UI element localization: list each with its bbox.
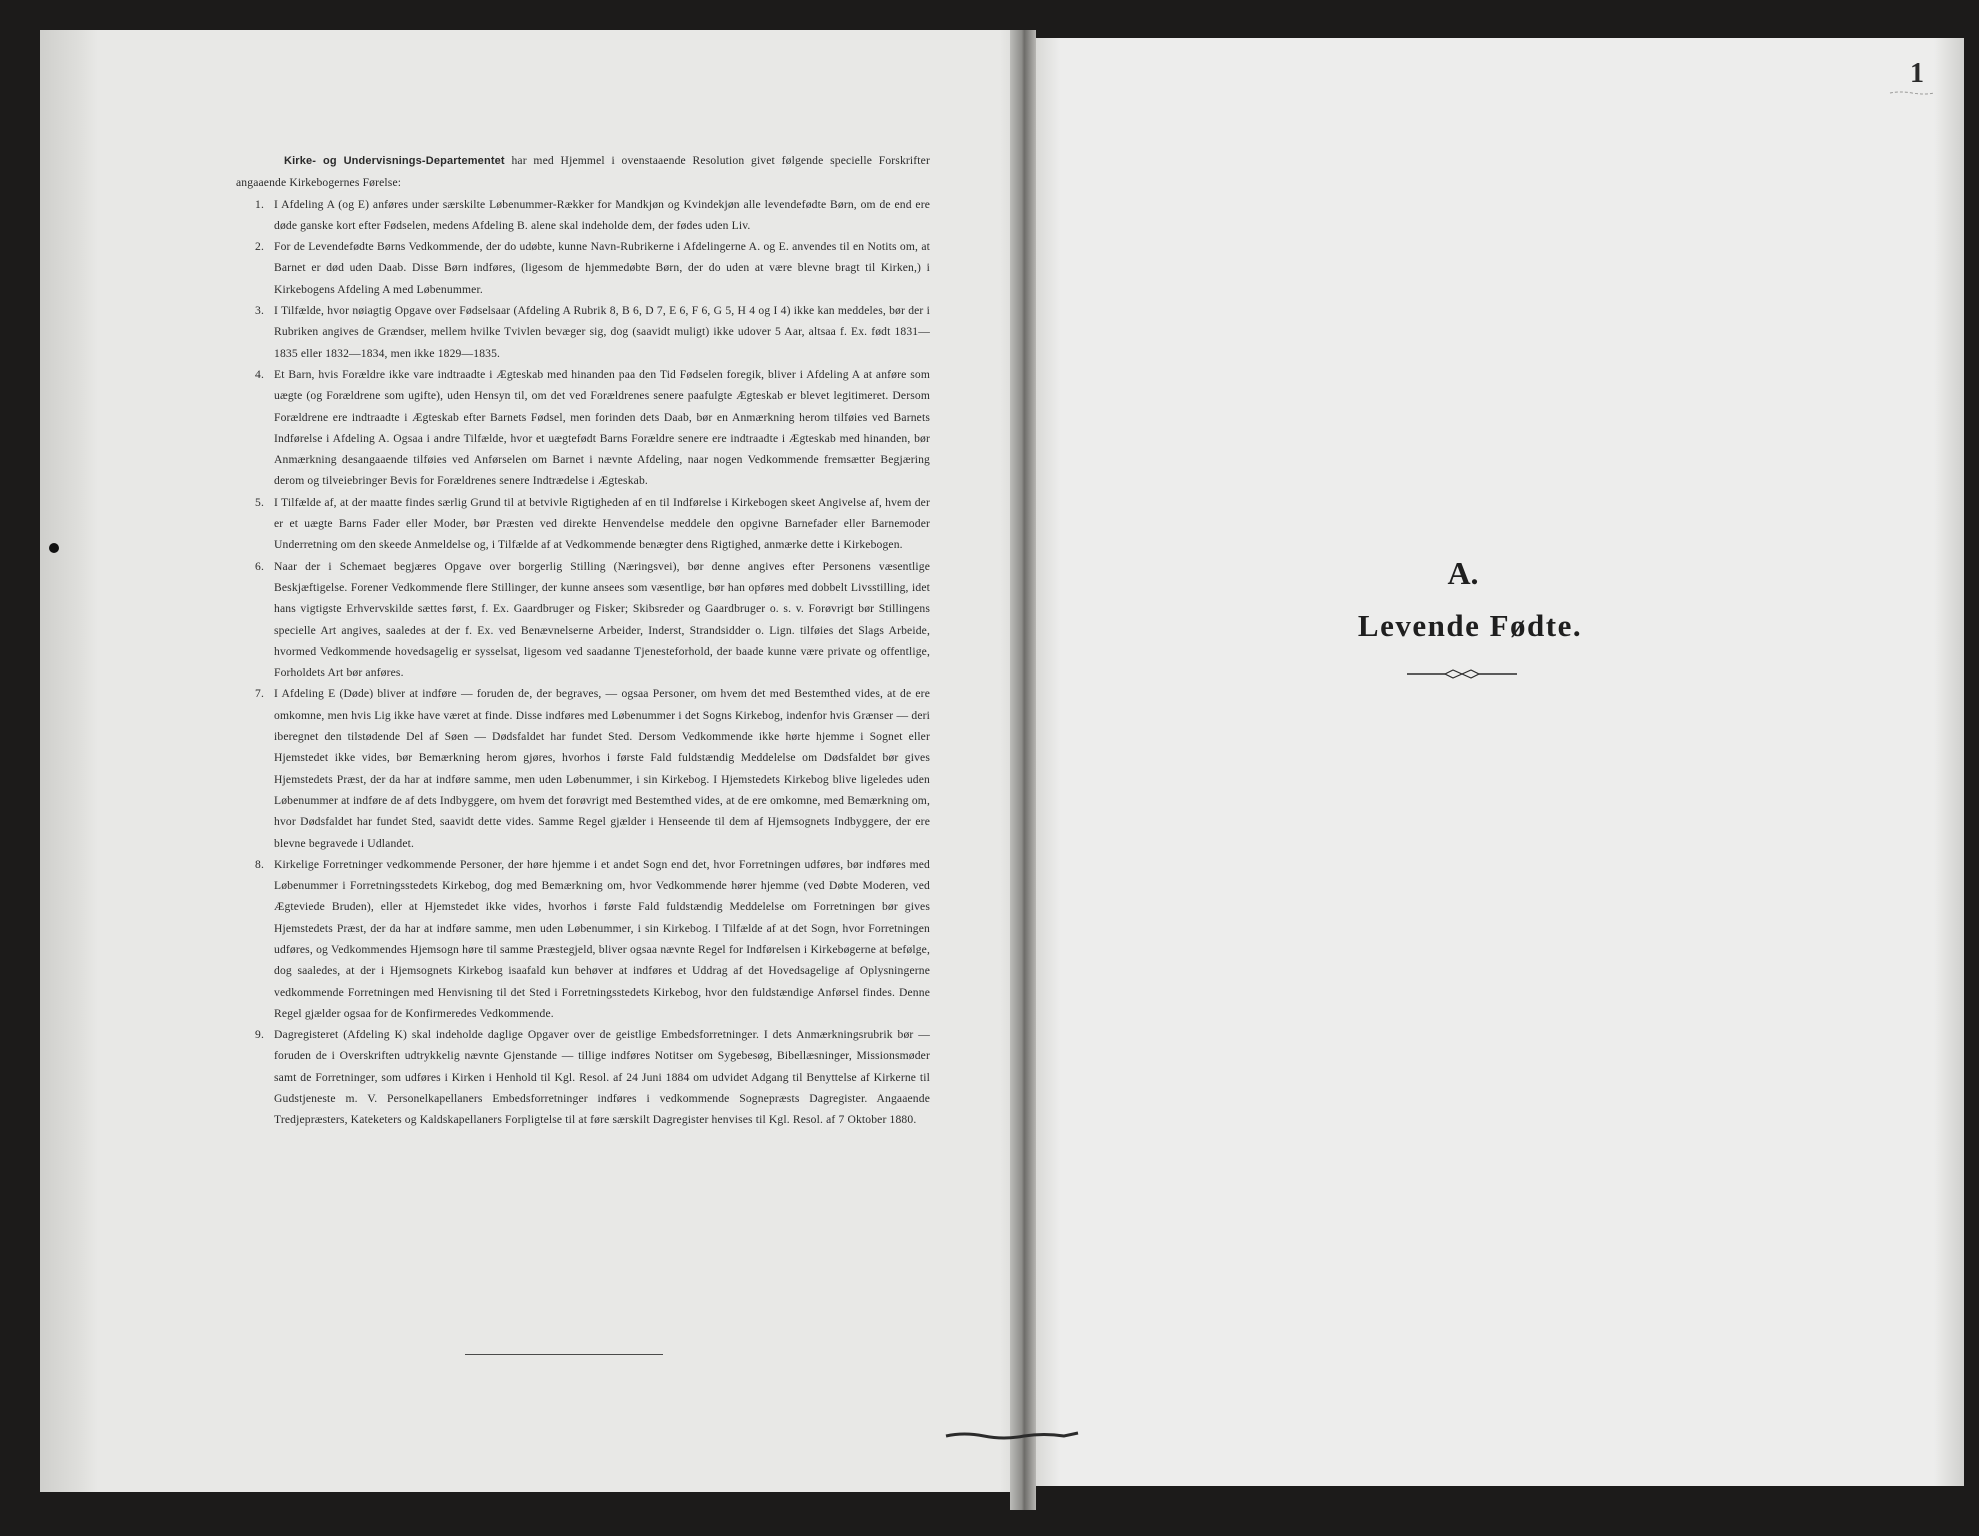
right-page-edge-shadow: [1934, 38, 1964, 1486]
rule-text: For de Levendefødte Børns Vedkommende, der do udøbte, kunne Navn-Rubrikerne i Afdelingerne A. og E. anvendes til en Notits om, at Barnet er død uden Daab. Disse Børn indføres, (ligesom de hjemmedøbte Børn, der do uden at være blevne bragt til Kirken,) i Kirkebogens Afdeling A med Løbenummer.: [274, 240, 930, 296]
intro-paragraph: [236, 150, 930, 194]
rule-number: 1.: [255, 197, 264, 211]
rule-number: 3.: [255, 304, 264, 318]
rule-text: Kirkelige Forretninger vedkommende Personer, der høre hjemme i et andet Sogn end det, hvor Forretningen udføres, bør indføres med Løbenummer i Forretningsstedets Kirkebog, dog med Bemærkning om, hvor Vedkommende hører hjemme (ved Døbte Moderen, ved Ægteviede Bruden), eller at Hjemstedet ikke vides, hvorhos i første Fald fuldstændig Meddelelse om Forretningen bør gives Hjemstedets Præst, der da har at indføre samme, men uden Løbenummer, i sin Kirkebog. I Tilfælde af at det Sogn, hvor Forretningen udføres, og Vedkommendes Hjemsogn høre til samme Præstegjeld, bliver ogsaa nævnte Regel for Indførelsen i Kirkebøgerne at befølge, dog saaledes, at der i Hjemsognets Kirkebog isaafald kun behøver at indføres et Uddrag af det Hovedsagelige af Oplysningerne vedkommende Forretningen med Henvisning til det Sted i Forretningsstedets Kirkebog, hvor den fuldstændige Anførsel findes. Denne Regel gjælder ogsaa for de Konfirmeredes Vedkommende.: [274, 857, 930, 1020]
rule-item: [236, 683, 930, 853]
rule-text: Dagregisteret (Afdeling K) skal indeholde daglige Opgaver over de geistlige Embedsforretninger. I dets Anmærkningsrubrik bør — foruden de i Overskriften udtrykkelig nævnte Gjenstande — tillige indføres Notitser om Sygebesøg, Bibellæsninger, Missionsmøder samt de Forretninger, som udføres i Kirken i Henhold til Kgl. Resol. af 24 Juni 1884 om udvidet Adgang til Benyttelse af Kirkerne til Gudstjeneste m. V. Personelkapellaners Embedsforretninger indføres i vedkommende Sognepræsts Dagregister. Angaaende Tredjepræsters, Kateketers og Kaldskapellaners Forpligtelse til at føre særskilt Dagregister henvises til Kgl. Resol. af 7 Oktober 1880.: [274, 1028, 930, 1127]
divider-ornament-icon: [1405, 668, 1519, 680]
rule-number: 6.: [255, 559, 264, 573]
ink-stroke-mark: [944, 1430, 1080, 1440]
rule-item: [236, 1024, 930, 1130]
left-page-edge-shadow: [40, 30, 98, 1492]
rule-item: [236, 194, 930, 237]
rule-number: 7.: [255, 687, 264, 701]
section-letter: A.: [1447, 555, 1479, 591]
rule-text: Naar der i Schemaet begjæres Opgave over borgerlig Stilling (Næringsvei), bør denne angives efter Personens væsentlige Beskjæftigelse. Forener Vedkommende flere Stillinger, der kunne ansees som væsentlige, bør han opføres med dobbelt Livsstilling, idet hans vigtigste Erhvervskilde sættes først, f. Ex. Gaardbruger og Fisker; Skibsreder og Gaardbruger o. s. v. Forøvrigt bør Stillingens specielle Art angives, saaledes at der f. Ex. ved Benævnelserne Arbeider, Inderst, Strandsidder o. Lign. tilføies det Slags Arbeide, hvormed Vedkommende hovedsagelig er sysselsat, ligesom ved saadanne Tjenesteforhold, der baade kunne være private og offentlige, Forholdets Art bør anføres.: [274, 559, 930, 680]
rule-text: I Tilfælde, hvor nøiagtig Opgave over Fødselsaar (Afdeling A Rubrik 8, B 6, D 7, E 6, F 6, G 5, H 4 og I 4) ikke kan meddeles, bør der i Rubriken angives de Grændser, mellem hvilke Tvivlen bevæger sig, dog (saavidt muligt) ikke udover 5 Aar, altsaa f. Ex. født 1831—1835 eller 1832—1834, men ikke 1829—1835.: [274, 304, 930, 360]
rule-item: [236, 236, 930, 300]
section-title: Levende Fødte.: [1357, 608, 1583, 643]
right-page: [1030, 38, 1964, 1486]
rule-item: [236, 364, 930, 492]
book-gutter: [1010, 30, 1036, 1510]
end-rule: [465, 1354, 663, 1355]
rule-item: [236, 492, 930, 556]
rule-number: 4.: [255, 367, 264, 381]
rule-number: 2.: [255, 240, 264, 254]
rule-item: [236, 300, 930, 364]
regulations-text-block: [236, 150, 930, 1131]
rule-text: I Afdeling A (og E) anføres under særskilte Løbenummer-Rækker for Mandkjøn og Kvindekjøn alle levendefødte Børn, om de end ere døde ganske kort efter Fødselen, medens Afdeling B. alene skal indeholde dem, der fødes uden Liv.: [274, 197, 930, 232]
department-name: Kirke- og Undervisnings-Departementet: [284, 155, 505, 167]
rule-text: Et Barn, hvis Forældre ikke vare indtraadte i Ægteskab med hinanden paa den Tid Fødselen foregik, bliver i Afdeling A at anføre som uægte (og Forældrene som ugifte), uden Hensyn til, om det ved Forældrenes senere paafulgte Ægteskab er blevet legitimeret. Dersom Forældrene ere indtraadte i Ægteskab efter Barnets Fødsel, men forinden dets Daab, bør en Anmærkning herom tilføies ved Barnets Indførelse i Afdeling A. Ogsaa i andre Tilfælde, hvor et uægtefødt Barns Forældre senere ere indtraadte i Ægteskab med hinanden, bør Anmærkning desangaaende tilføies ved Anførselen om Barnet i nævnte Afdeling, naar nogen Vedkommende fremsætter Begjæring derom og tilveiebringer Bevis for Forældrenes senere Indtrædelse i Ægteskab.: [274, 367, 930, 488]
intro-text: har med Hjemmel i ovenstaaende Resolution givet følgende specielle Forskrifter angaaende Kirkebogernes Førelse:: [236, 154, 930, 190]
binding-hole: [49, 543, 59, 553]
rule-number: 5.: [255, 495, 264, 509]
rule-text: I Tilfælde af, at der maatte findes særlig Grund til at betvivle Rigtigheden af en til Indførelse i Kirkebogen skeet Angivelse af, hvem der er et uægte Barns Fader eller Moder, bør Præsten ved direkte Henvendelse meddele den opgivne Barnefader eller Barnemoder Underretning om den skeede Anmeldelse og, i Tilfælde af at Vedkommende benægter dens Rigtighed, anmærke dette i Kirkebogen.: [274, 495, 930, 552]
rule-number: 9.: [255, 1028, 264, 1042]
rule-number: 8.: [255, 857, 264, 871]
rule-item: [236, 854, 930, 1024]
rule-item: [236, 556, 930, 684]
page-number: 1: [1910, 58, 1924, 89]
rule-text: I Afdeling E (Døde) bliver at indføre — foruden de, der begraves, — ogsaa Personer, om hvem det med Bestemthed vides, at de ere omkomne, men hvis Lig ikke have været at finde. Disse indføres med Løbenummer i det Sogns Kirkebog, indenfor hvis Grænser — deri iberegnet den tilstødende Del af Søen — Dødsfaldet har fundet Sted. Dersom Vedkommende ikke hørte hjemme i Sognet eller Hjemstedet ikke vides, bør Bemærkning herom gjøres, hvorhos i første Fald fuldstændig Meddelelse om Dødsfaldet bør gives Hjemstedets Præst, der da har at indføre samme, men uden Løbenummer, i sin Kirkebog. I Hjemstedets Kirkebog blive ligeledes uden Løbenummer at indføre de af dets Indbyggere, om hvem det forøvrigt med Bestemthed vides, at de ere omkomne, med Bemærkning om, hvor Dødsfaldet har fundet Sted, saavidt dette vides. Samme Regel gjælder i Henseende til dem af Hjemsognets Indbyggere, der ere blevne begravede i Udlandet.: [274, 687, 930, 850]
pencil-mark: [1888, 90, 1936, 96]
